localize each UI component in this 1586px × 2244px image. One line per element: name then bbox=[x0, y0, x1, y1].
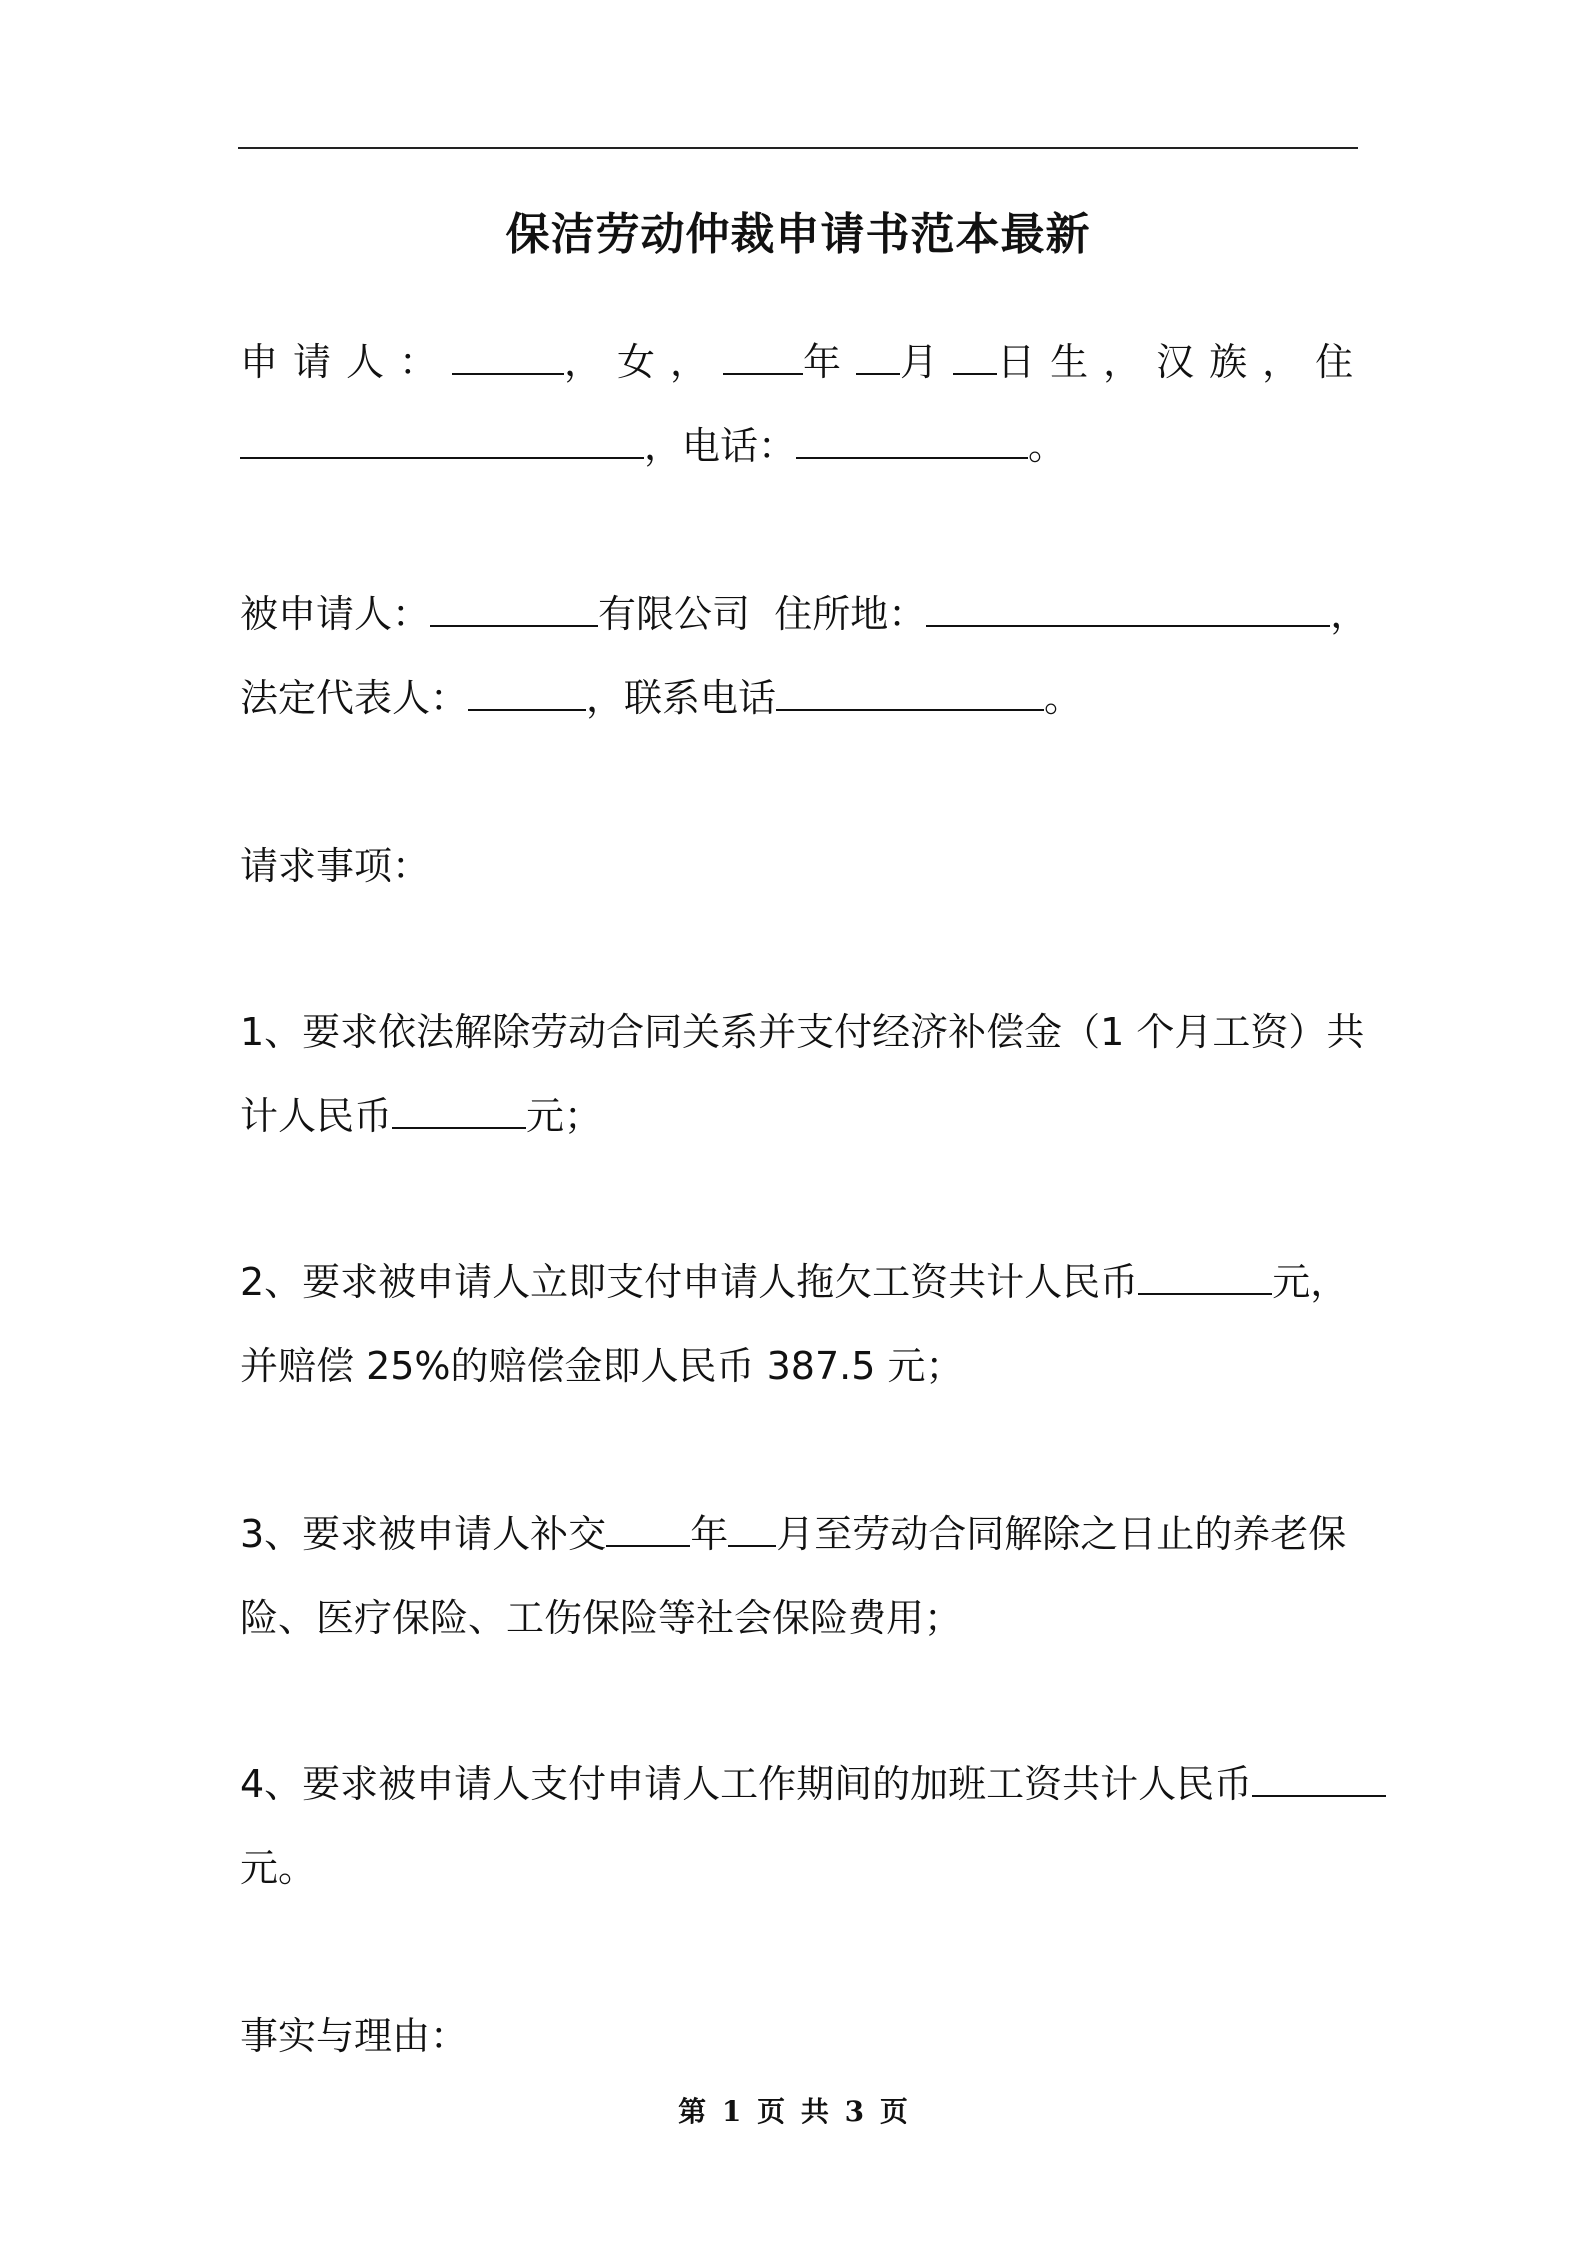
respondent-name-blank bbox=[430, 593, 598, 627]
claim-3-line-2: 险、医疗保险、工伤保险等社会保险费用； bbox=[240, 1596, 963, 1640]
applicant-line-1 bbox=[240, 336, 1368, 388]
claim-3-line-1 bbox=[240, 1508, 1346, 1560]
respondent-label: 被申请人： bbox=[240, 592, 431, 636]
claim-3-prefix: 3、要求被申请人补交 bbox=[240, 1512, 607, 1556]
birth-day-blank bbox=[953, 341, 997, 375]
month-label: 月 bbox=[900, 340, 954, 384]
applicant-born-ethnicity: 日生，汉族，住 bbox=[997, 340, 1369, 384]
page-number: 第 1 页 共 3 页 bbox=[678, 2095, 908, 2128]
claim-3-suffix: 月至劳动合同解除之日止的养老保 bbox=[776, 1512, 1347, 1556]
claim-2-line-1 bbox=[240, 1256, 1348, 1308]
applicant-line-2 bbox=[240, 420, 1066, 472]
claim-4-prefix: 4、要求被申请人支付申请人工作期间的加班工资共计人民币 bbox=[240, 1762, 1253, 1806]
claim-2-suffix: 元， bbox=[1272, 1260, 1349, 1304]
claim-2-prefix: 2、要求被申请人立即支付申请人拖欠工资共计人民币 bbox=[240, 1260, 1139, 1304]
claim-4-amount-blank bbox=[1252, 1763, 1386, 1797]
year-label: 年 bbox=[803, 340, 857, 384]
applicant-label: 申请人： bbox=[240, 340, 453, 384]
respondent-line-2 bbox=[240, 672, 1082, 724]
birth-year-blank bbox=[723, 341, 803, 375]
legal-rep-label: 法定代表人： bbox=[240, 676, 469, 720]
applicant-phone-blank bbox=[796, 425, 1028, 459]
legal-rep-blank bbox=[468, 677, 586, 711]
claim-4-line-1 bbox=[240, 1758, 1386, 1810]
address-label: 住所地： bbox=[774, 592, 927, 636]
company-suffix: 有限公司 bbox=[598, 592, 751, 636]
claim-3-year-blank bbox=[606, 1513, 690, 1547]
claim-3-year-label: 年 bbox=[690, 1512, 729, 1556]
claim-1-suffix: 元； bbox=[526, 1094, 603, 1138]
facts-heading: 事实与理由： bbox=[240, 2014, 469, 2058]
claim-1-amount-blank bbox=[392, 1095, 526, 1129]
respondent-phone-label: ，联系电话 bbox=[586, 676, 777, 720]
respondent-address-blank bbox=[926, 593, 1330, 627]
applicant-end: 。 bbox=[1028, 424, 1067, 468]
respondent-phone-blank bbox=[776, 677, 1044, 711]
claim-1-line-1: 1、要求依法解除劳动合同关系并支付经济补偿金（1 个月工资）共 bbox=[240, 1010, 1365, 1054]
document-title: 保洁劳动仲裁申请书范本最新 bbox=[505, 209, 1091, 260]
applicant-phone-label: ，电话： bbox=[644, 424, 797, 468]
applicant-gender: ，女， bbox=[564, 340, 724, 384]
respondent-line-1 bbox=[240, 588, 1368, 640]
birth-month-blank bbox=[856, 341, 900, 375]
claim-1-line-2 bbox=[240, 1090, 602, 1142]
respondent-end: 。 bbox=[1044, 676, 1083, 720]
claim-1-prefix: 计人民币 bbox=[240, 1094, 393, 1138]
claim-4-line-2: 元。 bbox=[240, 1846, 317, 1890]
respondent-comma: ， bbox=[1330, 592, 1369, 636]
claim-3-month-blank bbox=[728, 1513, 776, 1547]
applicant-name-blank bbox=[452, 341, 564, 375]
header-rule bbox=[238, 147, 1358, 149]
claim-2-amount-blank bbox=[1138, 1261, 1272, 1295]
claim-2-line-2: 并赔偿 25%的赔偿金即人民币 387.5 元； bbox=[240, 1344, 964, 1388]
claims-heading: 请求事项： bbox=[240, 844, 431, 888]
applicant-address-blank bbox=[240, 425, 644, 459]
